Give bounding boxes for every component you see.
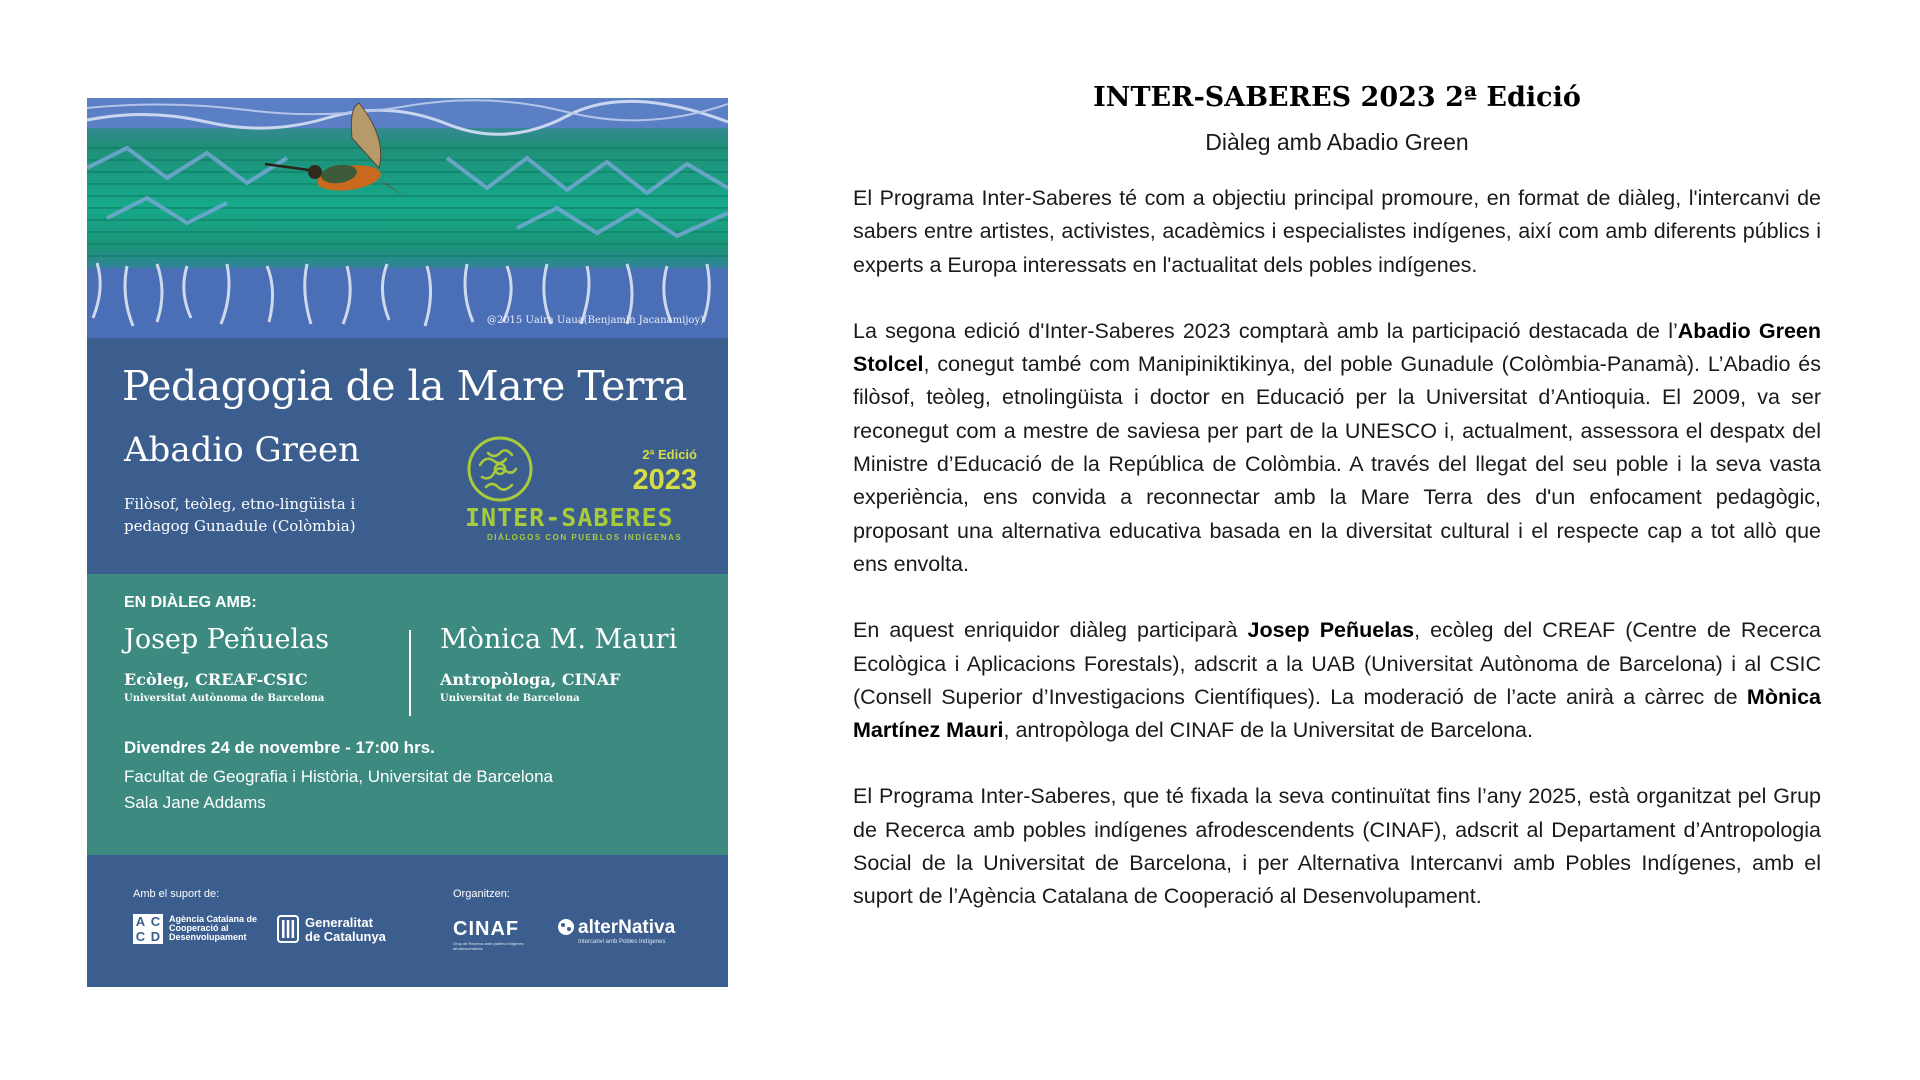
inter-saberes-tagline: DIÁLOGOS CON PUEBLOS INDÍGENAS [487, 533, 683, 542]
highlight-moderator-name: Mònica Martínez Mauri [853, 684, 1821, 743]
event-room: Sala Jane Addams [124, 793, 266, 812]
poster-dialog-section [87, 574, 728, 855]
event-date: Divendres 24 de novembre - 17:00 hrs. [124, 738, 435, 757]
acd-letter: D [150, 929, 161, 944]
edition-label: 2ª Edició [642, 447, 697, 462]
speaker-role: Antropòloga, CINAF [440, 670, 621, 689]
article-paragraph: El Programa Inter-Saberes té com a objectiu principal promoure, en format de diàleg, l'intercanvi de sabers entre artistes, activistes, acadèmics i especialistes indígenes, així com amb diferents públics i experts a Europa interessats en l'actualitat dels pobles indígenes. [853, 186, 1821, 277]
speaker-institution: Universitat de Barcelona [440, 693, 580, 704]
woven-textile-image [87, 98, 728, 338]
cinaf-logo: CINAF [453, 918, 520, 940]
paragraph-text: , ecòleg del CREAF (Centre de Recerca Ecològica i Aplicacions Forestals), adscrit a la UAB (Universitat Autònoma de Barcelona) i al CSIC (Consell Superior d’Investigacions Científiques). La moderació de l’acte anirà a càrrec de [853, 618, 1821, 709]
speaker-institution: Universitat Autònoma de Barcelona [124, 693, 325, 704]
alternativa-emblem-icon [557, 918, 575, 936]
paragraph-text: La segona edició d'Inter-Saberes 2023 comptarà amb la participació destacada de l’ [853, 318, 1678, 343]
organizers-label: Organitzen: [453, 888, 510, 900]
event-place [124, 764, 553, 816]
paragraph-text: , conegut també com Manipiniktikinya, del poble Gunadule (Colòmbia-Panamà). L’Abadio és filòsof, teòleg, etnolingüista i doctor en Educació per la Universitat d’Antioquia. El 2009, va ser reconegut com a mestre de saviesa per part de la UNESCO i, actualment, assessora el despatx del Ministre d’Educació de la República de Colòmbia. A través del llegat del seu poble i la seva vasta experiència, ens convida a reconnectar amb la Mare Terra des d'un enfocament pedagògic, proposant una alternativa educativa basada en la diversitat cultural i el respecte cap a tot allò que ens envolta. [853, 352, 1821, 576]
article-subtitle: Diàleg amb Abadio Green [1205, 129, 1469, 155]
highlight-speaker-name: Josep Peñuelas [1247, 618, 1415, 643]
event-place-line: Facultat de Geografia i Història, Universitat de Barcelona [124, 767, 553, 786]
generalitat-logo-text [305, 916, 386, 944]
highlight-guest-name: Abadio Green Stolcel [853, 318, 1821, 377]
edition-year: 2023 [632, 464, 697, 496]
photo-credit: @2015 Uaira Uaua(Benjamin Jacanamijoy) [486, 315, 704, 326]
textile-pattern [87, 98, 728, 338]
dialog-heading: EN DIÀLEG AMB: [124, 594, 257, 611]
acd-letter: A [135, 914, 146, 929]
speaker-role: Ecòleg, CREAF-CSIC [124, 670, 308, 689]
speaker-name: Mònica M. Mauri [440, 624, 678, 655]
alternativa-logo: alterNativa [578, 917, 676, 938]
poster-sponsors-section [87, 855, 728, 987]
inter-saberes-emblem-icon [466, 435, 534, 503]
generalitat-line: de Catalunya [305, 929, 386, 944]
guest-description: Filòsof, teòleg, etno-lingüista i pedagog Gunadule (Colòmbia) [124, 495, 356, 535]
acd-logo [133, 914, 163, 944]
acd-logo-text: Agència Catalana de Cooperació al Desenvolupament [169, 914, 258, 942]
acd-letter: C [150, 914, 161, 929]
inter-saberes-wordmark: INTER-SABERES [465, 503, 674, 532]
speaker-divider [409, 630, 411, 716]
paragraph-text: , antropòloga del CINAF de la Universitat de Barcelona. [1003, 718, 1533, 743]
event-poster [87, 98, 728, 987]
support-label: Amb el suport de: [133, 888, 220, 900]
event-article [853, 80, 1821, 914]
acd-letter: C [135, 929, 146, 944]
article-paragraph [853, 315, 1821, 581]
generalitat-line: Generalitat [305, 915, 373, 930]
poster-title: Pedagogia de la Mare Terra [122, 362, 687, 410]
paragraph-text: En aquest enriquidor diàleg participarà [853, 618, 1248, 643]
poster-header-section [87, 338, 728, 574]
cinaf-subtitle: Grup de Recerca amb pobles indígenes afrodescendents [453, 941, 524, 951]
generalitat-emblem-icon [277, 915, 299, 943]
article-paragraph: El Programa Inter-Saberes, que té fixada la seva continuïtat fins l’any 2025, està organitzat pel Grup de Recerca amb pobles indígenes afrodescendents (CINAF), adscrit al Departament d’Antropologia Social de la Universitat de Barcelona, i per Alternativa Intercanvi amb Pobles Indígenes, amb el suport de l’Agència Catalana de Cooperació al Desenvolupament. [853, 784, 1821, 909]
article-title: INTER-SABERES 2023 2ª Edició [1093, 82, 1581, 113]
speaker-name: Josep Peñuelas [124, 624, 330, 655]
alternativa-subtitle: Intercanvi amb Pobles Indígenes [578, 939, 666, 945]
guest-name: Abadio Green [124, 430, 361, 470]
article-paragraph [853, 614, 1821, 747]
